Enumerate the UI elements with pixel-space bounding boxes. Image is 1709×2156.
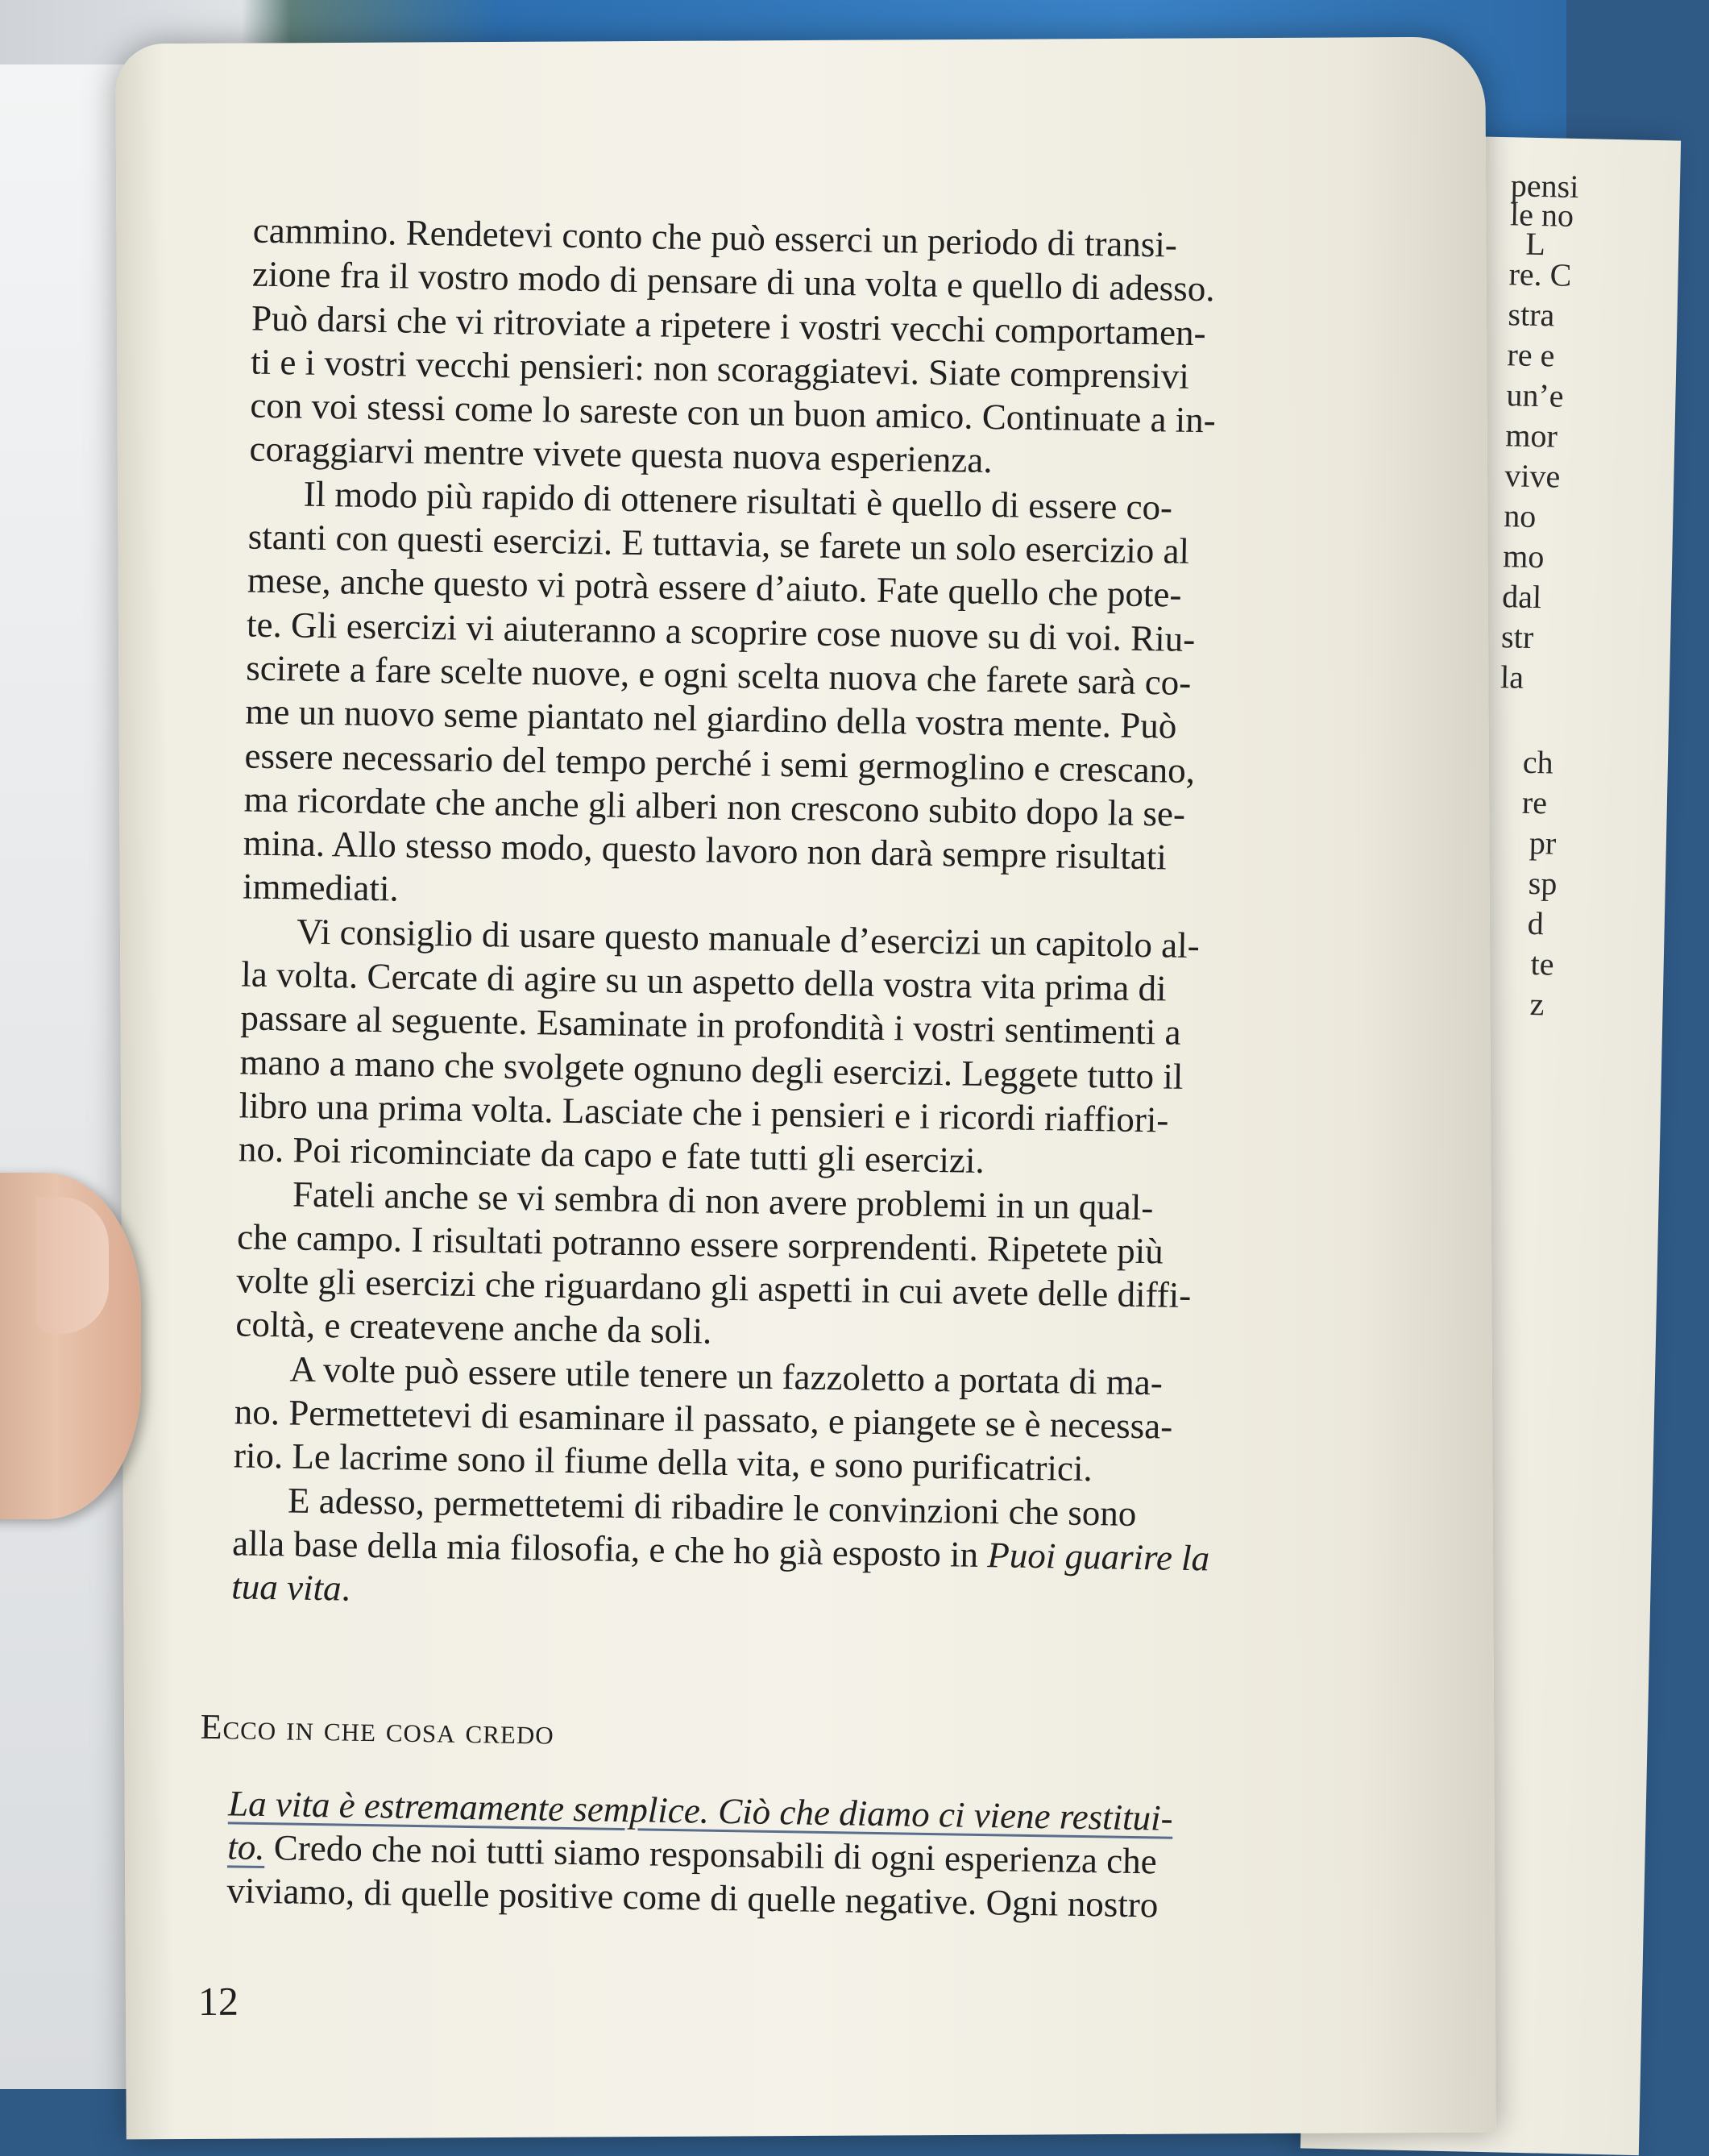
- text-line: Credo che noi tutti siamo responsabili di ogni esperienza che: [264, 1827, 1158, 1882]
- next-page-fragment: L: [1524, 225, 1546, 263]
- paragraph: [235, 1171, 1414, 1365]
- text-line: mese, anche questo vi potrà essere d’aiuto. Fate quello che pote-: [247, 559, 1182, 616]
- text-line: no. Permettetevi di esaminare il passato, e piangete se è necessa-: [234, 1391, 1173, 1447]
- text-line: te. Gli esercizi vi aiuteranno a scoprire cose nuove su di voi. Riu-: [246, 604, 1196, 659]
- next-page-fragment: vive: [1504, 457, 1561, 495]
- next-page-fragment: la: [1500, 658, 1524, 696]
- text-line: coraggiarvi mentre vivete questa nuova esperienza.: [249, 429, 993, 481]
- book-page: [115, 37, 1496, 2140]
- paragraph: [243, 471, 1425, 927]
- text-line: la volta. Cercate di agire su un aspetto della vostra vita prima di: [240, 953, 1167, 1009]
- text-line: Il modo più rapido di ottenere risultati è quello di essere co-: [303, 473, 1173, 528]
- next-page-fragment: str: [1500, 618, 1534, 655]
- book-title: tua vita: [231, 1566, 342, 1609]
- text-line: ma ricordate che anche gli alberi non crescono subito dopo la se-: [243, 779, 1186, 834]
- text-line: che campo. I risultati potranno essere sorprendenti. Ripetete più: [236, 1216, 1164, 1272]
- text-line: mina. Allo stesso modo, questo lavoro non darà sempre risultati: [243, 822, 1168, 878]
- page-body: [200, 209, 1429, 1931]
- next-page-fragment: ch: [1522, 743, 1554, 781]
- next-page-fragment: mo: [1502, 538, 1545, 575]
- next-page-fragment: pensi: [1510, 167, 1579, 206]
- paragraph: [234, 1346, 1412, 1496]
- next-page-fragment: dal: [1501, 578, 1542, 616]
- quote-paragraph: [226, 1781, 1404, 1931]
- text-line: volte gli esercizi che riguardano gli aspetti in cui avete delle diffi-: [235, 1260, 1192, 1316]
- next-page-fragment: re: [1521, 783, 1548, 821]
- text-line: E adesso, permettetemi di ribadire le convinzioni che sono: [287, 1480, 1137, 1534]
- next-page-fragment: le no: [1509, 196, 1574, 234]
- text-line: libro una prima volta. Lasciate che i pensieri e i ricordi riaffiori-: [239, 1085, 1169, 1140]
- next-page-fragment: re. C: [1508, 255, 1572, 293]
- text-line: con voi stessi come lo sareste con un buon amico. Continuate a in-: [250, 384, 1217, 441]
- text-line: zione fra il vostro modo di pensare di una volta e quello di adesso.: [251, 253, 1215, 309]
- text-line: no. Poi ricominciate da capo e fate tutti gli esercizi.: [238, 1128, 985, 1182]
- paragraph: [231, 1477, 1409, 1627]
- text-line: .: [341, 1568, 351, 1609]
- quote-italic: La vita è estremamente semplice. Ciò che diamo ci viene restitui-: [227, 1783, 1174, 1838]
- book-title: Puoi guarire la: [986, 1535, 1210, 1579]
- text-line: coltà, e createvene anche da soli.: [235, 1303, 712, 1352]
- text-line: Vi consiglio di usare questo manuale d’esercizi un capitolo al-: [296, 911, 1201, 966]
- next-page-fragment: no: [1503, 497, 1537, 535]
- text-line: Fateli anche se vi sembra di non avere problemi in un qual-: [292, 1174, 1154, 1228]
- next-page-fragment: d: [1527, 904, 1545, 942]
- paragraph: [249, 209, 1429, 490]
- next-page-fragment: un’e: [1506, 376, 1565, 414]
- section-title: Ecco in che cosa credo: [200, 1706, 555, 1752]
- text-line: ti e i vostri vecchi pensieri: non scoraggiatevi. Siate comprensivi: [250, 341, 1190, 397]
- page-number: 12: [197, 1978, 239, 2024]
- thumb: [0, 1173, 141, 1519]
- text-line: scirete a fare scelte nuove, e ogni scelta nuova che farete sarà co-: [245, 647, 1192, 703]
- text-line: Può darsi che vi ritroviate a ripetere i vostri vecchi comportamen-: [251, 297, 1206, 353]
- text-line: rio. Le lacrime sono il fiume della vita, e sono purificatrici.: [233, 1435, 1093, 1489]
- text-line: A volte può essere utile tenere un fazzoletto a portata di ma-: [289, 1348, 1164, 1403]
- text-line: mano a mano che svolgete ognuno degli esercizi. Leggete tutto il: [239, 1041, 1184, 1097]
- text-line: me un nuovo seme piantato nel giardino della vostra mente. Può: [245, 691, 1177, 746]
- next-page-fragment: sp: [1528, 864, 1558, 902]
- next-page-fragment: pr: [1529, 824, 1557, 862]
- next-page-fragment: re e: [1507, 336, 1555, 374]
- text-line: cammino. Rendetevi conto che può esserci un periodo di transi-: [252, 210, 1178, 265]
- next-page-fragment: mor: [1504, 417, 1558, 455]
- text-line: immediati.: [242, 866, 400, 909]
- next-page-fragment: te: [1530, 945, 1555, 982]
- text-line: passare al seguente. Esaminate in profondità i vostri sentimenti a: [240, 997, 1181, 1053]
- next-page-fragment: z: [1529, 985, 1545, 1023]
- text-line: essere necessario del tempo perché i semi germoglino e crescano,: [244, 735, 1196, 791]
- next-page-fragment: stra: [1508, 296, 1555, 334]
- text-line: stanti con questi esercizi. E tuttavia, se farete un solo esercizio al: [247, 516, 1190, 571]
- text-line: alla base della mia filosofia, e che ho già esposto in: [231, 1522, 988, 1575]
- paragraph: [239, 908, 1419, 1190]
- quote-italic: to.: [226, 1826, 265, 1868]
- text-line: viviamo, di quelle positive come di quelle negative. Ogni nostro: [226, 1870, 1159, 1925]
